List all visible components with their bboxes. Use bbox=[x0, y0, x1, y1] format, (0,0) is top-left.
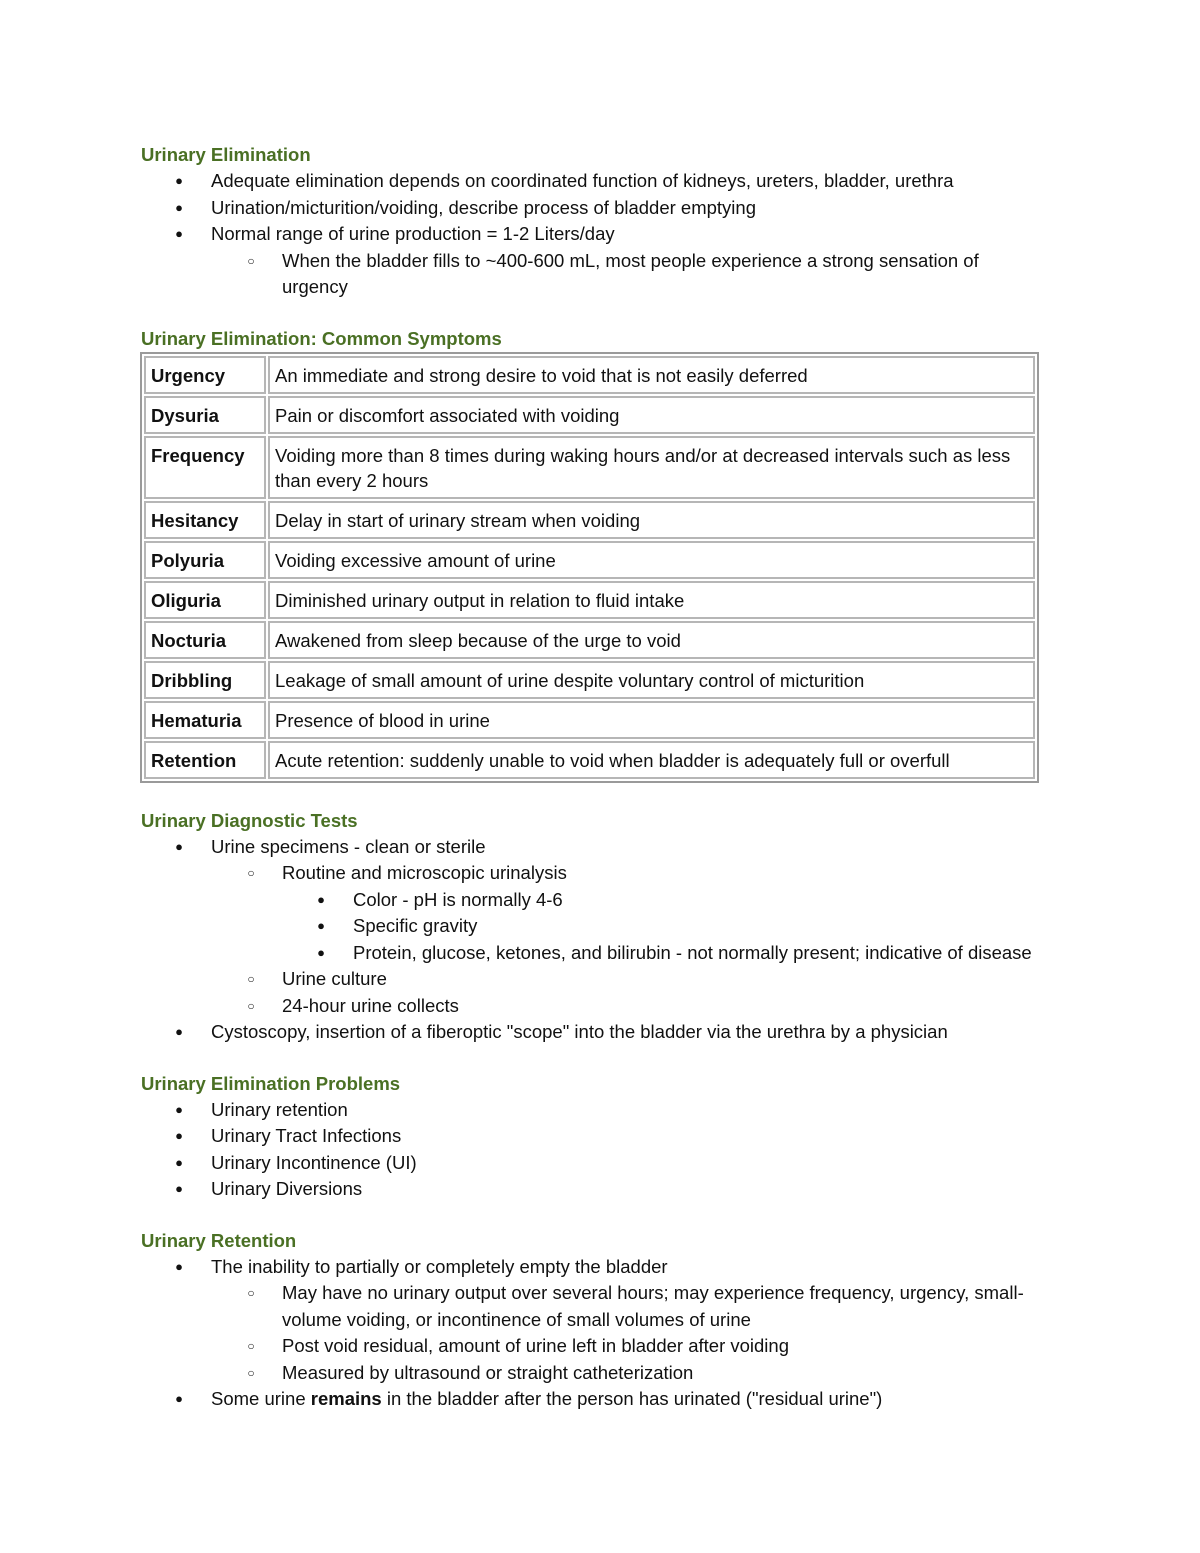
bullet-item: ● Urinary Diversions bbox=[141, 1176, 1041, 1203]
bullet-icon: ● bbox=[317, 918, 325, 933]
table-row bbox=[144, 581, 1035, 619]
sub-bullet-item: ○ Measured by ultrasound or straight catheterization bbox=[141, 1360, 1041, 1387]
section-heading: Urinary Elimination bbox=[141, 144, 311, 165]
circle-bullet-icon: ○ bbox=[247, 253, 255, 268]
bullet-icon: ● bbox=[317, 944, 325, 960]
circle-bullet-icon: ○ bbox=[247, 1365, 255, 1380]
symptom-term: Oliguria bbox=[144, 581, 266, 619]
bullet-icon: ● bbox=[175, 1101, 183, 1117]
symptom-term: Dribbling bbox=[144, 661, 266, 699]
section-urinary-retention bbox=[141, 1228, 1041, 1413]
sub-bullet-item: ○ Routine and microscopic urinalysis bbox=[141, 860, 1041, 887]
sub-bullet-item: ○ When the bladder fills to ~400-600 mL, most people experience a strong sensation of urgency bbox=[141, 248, 1041, 301]
section-common-symptoms bbox=[141, 326, 1041, 783]
symptom-definition: Delay in start of urinary stream when voiding bbox=[268, 501, 1035, 539]
bullet-icon: ● bbox=[175, 226, 183, 241]
symptom-term: Polyuria bbox=[144, 541, 266, 579]
section-urinary-elimination bbox=[141, 142, 1041, 301]
bullet-item: ● Adequate elimination depends on coordinated function of kidneys, ureters, bladder, urethra bbox=[141, 168, 1041, 195]
section-heading: Urinary Retention bbox=[141, 1229, 297, 1251]
sub-bullet-item: ○ May have no urinary output over several hours; may experience frequency, urgency, small-volume voiding, or incontinence of small volumes of urine bbox=[141, 1280, 1041, 1333]
bullet-item: ● Cystoscopy, insertion of a fiberoptic "scope" into the bladder via the urethra by a physician bbox=[141, 1019, 1041, 1046]
sub-bullet-item: ○ 24-hour urine collects bbox=[141, 993, 1041, 1020]
circle-bullet-icon: ○ bbox=[247, 1339, 255, 1353]
bullet-item: ● Urinary Tract Infections bbox=[141, 1123, 1041, 1150]
symptom-term: Dysuria bbox=[144, 396, 266, 434]
table-row bbox=[144, 356, 1035, 394]
symptom-definition: An immediate and strong desire to void that is not easily deferred bbox=[268, 356, 1035, 394]
symptom-term: Urgency bbox=[144, 356, 266, 394]
symptom-definition: Diminished urinary output in relation to fluid intake bbox=[268, 581, 1035, 619]
bullet-item: ● Some urine remains in the bladder after the person has urinated ("residual urine") bbox=[141, 1386, 1041, 1413]
symptom-definition: Acute retention: suddenly unable to void when bladder is adequately full or overfull bbox=[268, 741, 1035, 779]
section-heading: Urinary Elimination Problems bbox=[141, 1072, 401, 1094]
bullet-icon: ● bbox=[175, 199, 183, 215]
emphasis-text: remains bbox=[310, 1388, 382, 1409]
bullet-icon: ● bbox=[175, 838, 183, 854]
symptom-term: Nocturia bbox=[144, 621, 266, 659]
symptom-term: Frequency bbox=[144, 436, 266, 499]
symptom-definition: Voiding excessive amount of urine bbox=[268, 541, 1035, 579]
symptom-definition: Pain or discomfort associated with voiding bbox=[268, 396, 1035, 434]
bullet-icon: ● bbox=[175, 1154, 183, 1170]
section-heading: Urinary Diagnostic Tests bbox=[141, 809, 358, 831]
circle-bullet-icon: ○ bbox=[247, 1286, 255, 1300]
bullet-item: ● Urine specimens - clean or sterile bbox=[141, 834, 1041, 861]
bullet-item: ● Urinary Incontinence (UI) bbox=[141, 1150, 1041, 1177]
bullet-item: ● The inability to partially or completely empty the bladder bbox=[141, 1254, 1041, 1281]
section-heading: Urinary Elimination: Common Symptoms bbox=[141, 327, 502, 349]
table-row bbox=[144, 621, 1035, 659]
sub-bullet-item: ○ Urine culture bbox=[141, 966, 1041, 993]
table-row bbox=[144, 501, 1035, 539]
table-row bbox=[144, 396, 1035, 434]
bullet-icon: ● bbox=[317, 891, 325, 907]
sub-sub-bullet-item: ● Specific gravity bbox=[141, 913, 1041, 940]
circle-bullet-icon: ○ bbox=[247, 998, 255, 1013]
table-row bbox=[144, 741, 1035, 779]
bullet-item: ● Urination/micturition/voiding, describe process of bladder emptying bbox=[141, 195, 1041, 222]
table-row bbox=[144, 436, 1035, 499]
sub-bullet-item: ○ Post void residual, amount of urine left in bladder after voiding bbox=[141, 1333, 1041, 1360]
symptom-definition: Leakage of small amount of urine despite voluntary control of micturition bbox=[268, 661, 1035, 699]
symptom-definition: Voiding more than 8 times during waking hours and/or at decreased intervals such as less than every 2 hours bbox=[268, 436, 1035, 499]
bullet-icon: ● bbox=[175, 1024, 183, 1039]
symptom-term: Hesitancy bbox=[144, 501, 266, 539]
symptom-definition: Presence of blood in urine bbox=[268, 701, 1035, 739]
table-row bbox=[144, 541, 1035, 579]
sub-sub-bullet-item: ● Color - pH is normally 4-6 bbox=[141, 887, 1041, 914]
symptoms-table bbox=[140, 352, 1039, 783]
table-row bbox=[144, 701, 1035, 739]
document-content bbox=[141, 142, 1041, 1438]
table-row bbox=[144, 661, 1035, 699]
bullet-item: ● Normal range of urine production = 1-2 Liters/day bbox=[141, 221, 1041, 248]
bullet-icon: ● bbox=[175, 1128, 183, 1143]
bullet-item: ● Urinary retention bbox=[141, 1097, 1041, 1124]
symptom-term: Retention bbox=[144, 741, 266, 779]
bullet-icon: ● bbox=[175, 1391, 183, 1406]
bullet-icon: ● bbox=[175, 1181, 183, 1196]
section-diagnostic-tests bbox=[141, 808, 1041, 1046]
section-elimination-problems bbox=[141, 1071, 1041, 1203]
sub-sub-bullet-item: ● Protein, glucose, ketones, and bilirubin - not normally present; indicative of disease bbox=[141, 940, 1041, 967]
circle-bullet-icon: ○ bbox=[247, 866, 255, 880]
bullet-icon: ● bbox=[175, 1258, 183, 1274]
bullet-icon: ● bbox=[175, 173, 183, 188]
symptom-term: Hematuria bbox=[144, 701, 266, 739]
circle-bullet-icon: ○ bbox=[247, 972, 255, 986]
symptom-definition: Awakened from sleep because of the urge to void bbox=[268, 621, 1035, 659]
